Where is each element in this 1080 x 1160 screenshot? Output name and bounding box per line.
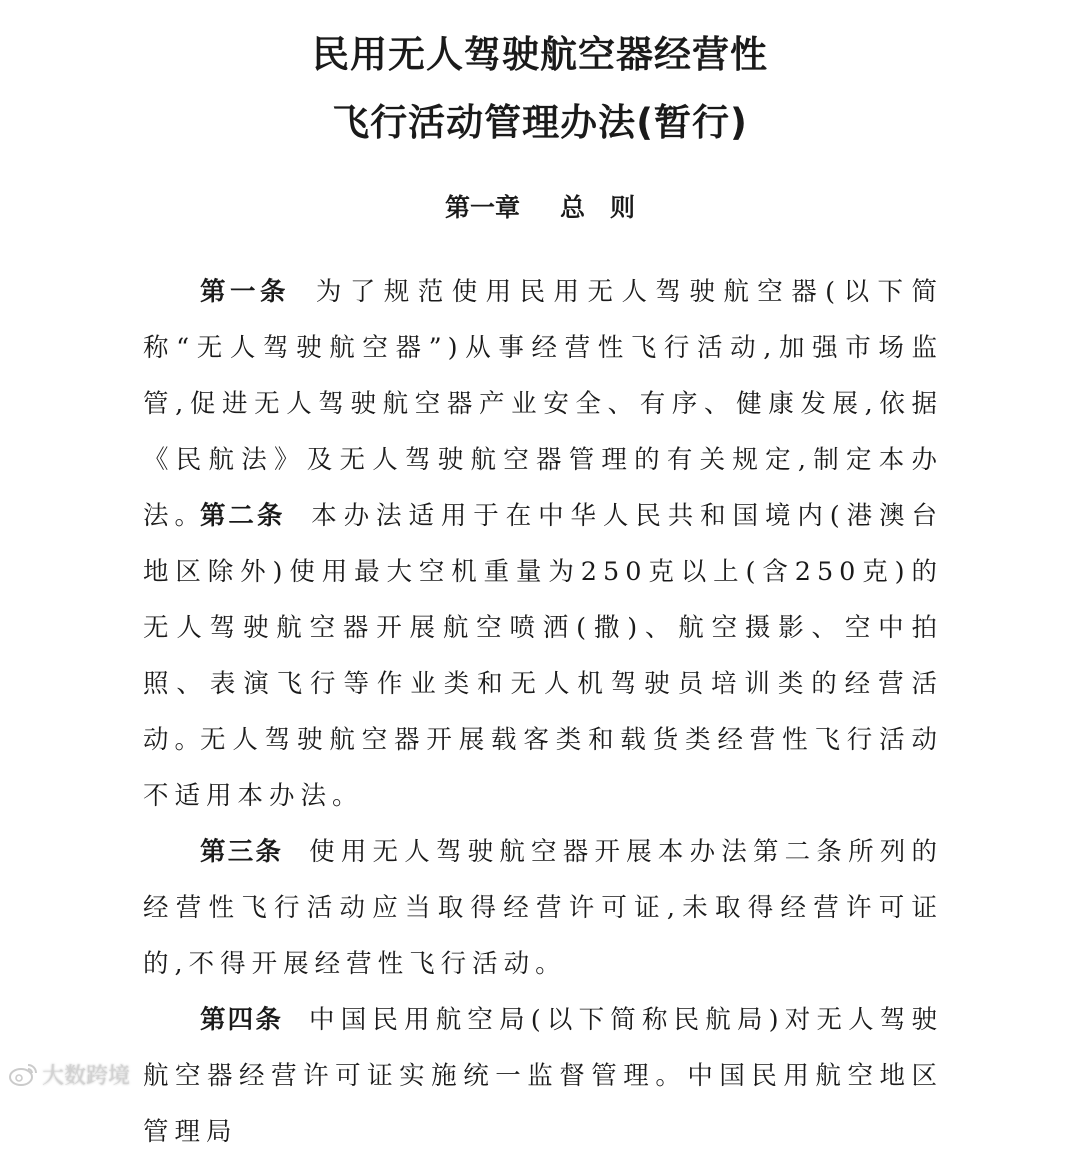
article-4 [143, 992, 943, 1160]
article-text: 本办法适用于在中华人民共和国境内(港澳台地区除外)使用最大空机重量为250克以上(含250克)的无人驾驶航空器开展航空喷洒(撒)、航空摄影、空中拍照、表演飞行等作业类和无人机驾驶员培训类的经营活动。 [143, 501, 943, 755]
article-3 [143, 824, 943, 992]
article-label: 第二条 [200, 501, 286, 531]
paragraph-text: 无人驾驶航空器开展载客类和载货类经营性飞行活动不适用本办法。 [143, 725, 943, 811]
watermark-text: 大数跨境 [42, 1063, 131, 1089]
article-text: 为了规范使用民用无人驾驶航空器(以下简称“无人驾驶航空器”)从事经营性飞行活动,加强市场监管,促进无人驾驶航空器产业安全、有序、健康发展,依据《民航法》及无人驾驶航空器管理的有关规定,制定本办法。 [143, 277, 943, 531]
chapter-label: 第一章 [444, 193, 520, 222]
article-label: 第三条 [200, 837, 284, 867]
article-label: 第一条 [200, 277, 290, 307]
article-text: 中国民用航空局(以下简称民航局)对无人驾驶航空器经营许可证实施统一监督管理。中国民用航空地区管理局 [143, 1005, 943, 1147]
document-title-line-2: 飞行活动管理办法(暂行) [332, 101, 748, 144]
weibo-logo-icon [8, 1061, 38, 1087]
article-label: 第四条 [200, 1005, 284, 1035]
document-title-line-1: 民用无人驾驶航空器经营性 [312, 33, 768, 76]
chapter-heading [0, 190, 1080, 226]
article-text: 使用无人驾驶航空器开展本办法第二条所列的经营性飞行活动应当取得经营许可证,未取得经营许可证的,不得开展经营性飞行活动。 [143, 837, 943, 979]
chapter-title: 总 则 [560, 193, 636, 222]
watermark [8, 1058, 130, 1090]
article-2-paragraph-2 [143, 712, 943, 824]
